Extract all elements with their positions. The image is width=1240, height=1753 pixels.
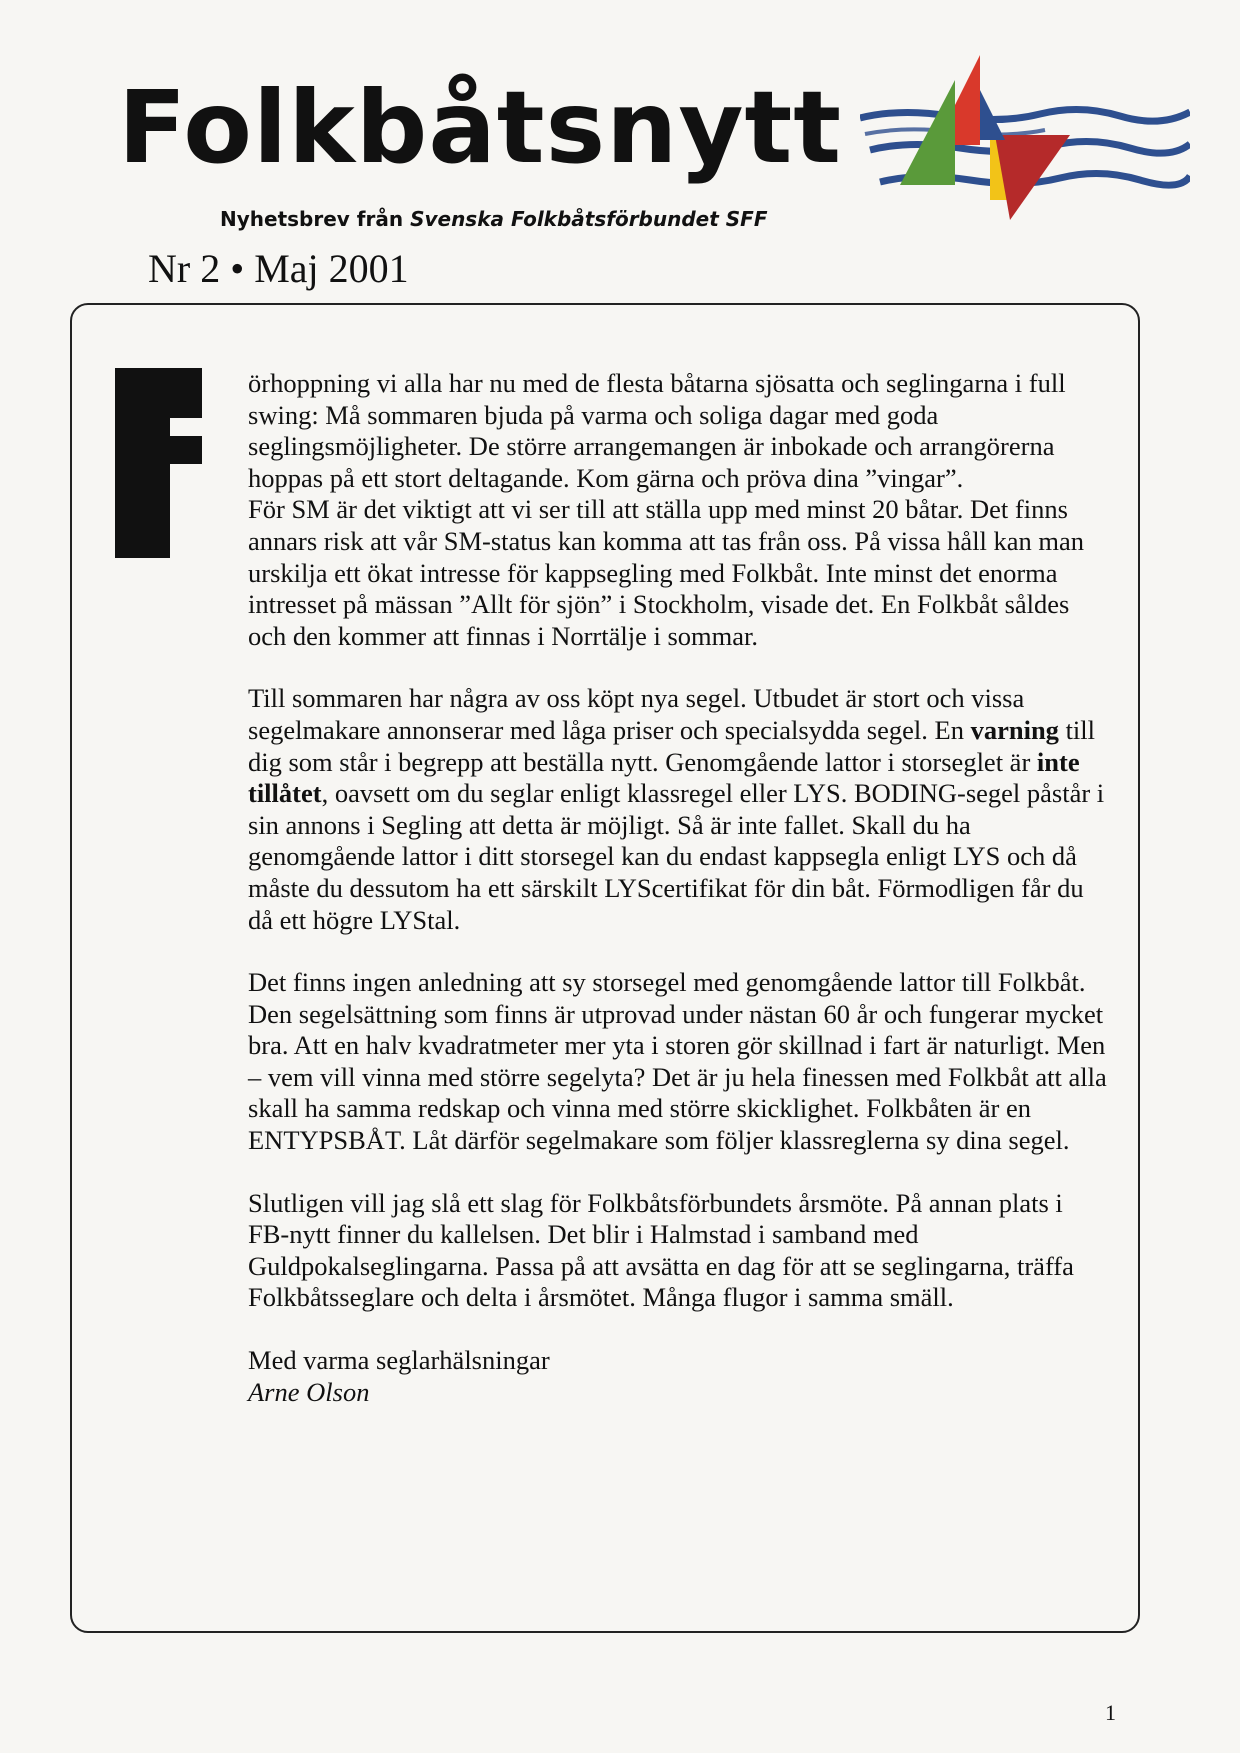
paragraph-3	[248, 683, 1108, 936]
masthead-subtitle	[220, 207, 767, 231]
issue-number: Nr 2 • Maj 2001	[148, 246, 409, 291]
paragraph-4: Det finns ingen anledning att sy storsegel med genomgående lattor till Folkbåt. Den segelsättning som finns är utprovad under nästan 60 år och fungerar mycket bra. Att en halv kvadratmeter mer yta i storen gör skillnad i fart är naturligt. Men – vem vill vinna med större segelyta? Det är ju hela finessen med Folkbåt att alla skall ha samma redskap och vinna med större skicklighet. Folkbåten är en ENTYPSBÅT. Låt därför segelmakare som följer klassreglerna sy dina segel.	[248, 967, 1107, 1156]
page-number: 1	[1105, 1700, 1116, 1725]
author-signature: Arne Olson	[248, 1376, 370, 1407]
sailboat-waves-logo-icon	[860, 50, 1190, 220]
paragraph-2: För SM är det viktigt att vi ser till att ställa upp med minst 20 båtar. Det finns annars risk att vår SM-status kan komma att tas från oss. På vissa håll kan man urskilja ett ökat intresse för kappsegling med Folkbåt. Inte minst det enorma intresset på mässan ”Allt för sjön” i Stockholm, visade det. En Folkbåt såldes och den kommer att finnas i Norrtälje i sommar.	[248, 494, 1085, 651]
paragraph-1: örhoppning vi alla har nu med de flesta båtarna sjösatta och seglingarna i full swing: Må sommaren bjuda på varma och soliga dagar med goda seglingsmöjligheter. De större arrangemangen är inbokade och arrangörerna hoppas på ett stort deltagande. Kom gärna och pröva dina ”vingar”.	[248, 368, 1066, 493]
article-body	[248, 368, 1108, 1408]
p3-part-b: till dig som står i begrepp att beställa nytt. Genomgående lattor i storseglet är	[248, 714, 1096, 777]
masthead-title: Folkbåtsnytt	[118, 69, 843, 186]
p3-part-a: Till sommaren har några av oss köpt nya segel. Utbudet är stort och vissa segelmakare annonserar med låga priser och specialsydda segel. En	[248, 683, 1025, 745]
p3-bold-not-allowed: inte tillåtet	[248, 746, 1080, 809]
p3-bold-warning: varning	[970, 714, 1059, 745]
drop-cap	[115, 368, 202, 558]
subtitle-prefix: Nyhetsbrev från	[220, 207, 411, 231]
paragraph-5: Slutligen vill jag slå ett slag för Folkbåtsförbundets årsmöte. På annan plats i FB-nytt finner du kallelsen. Det blir i Halmstad i samband med Guldpokalseglingarna. Passa på att avsätta en dag för att se seglingarna, träffa Folkbåtsseglare och delta i årsmötet. Många flugor i samma smäll.	[248, 1187, 1074, 1313]
greeting: Med varma seglarhälsningar	[248, 1345, 550, 1376]
p3-part-c: , oavsett om du seglar enligt klassregel eller LYS. BODING-segel påstår i sin annons i Segling att detta är möjligt. Så är inte fallet. Skall du ha genomgående lattor i ditt storsegel kan du endast kappsegla enligt LYS och då måste du dessutom ha ett särskilt LYScertifikat för din båt. Förmodligen får du då ett högre LYStal.	[248, 778, 1105, 935]
subtitle-org: Svenska Folkbåtsförbundet SFF	[410, 207, 768, 231]
